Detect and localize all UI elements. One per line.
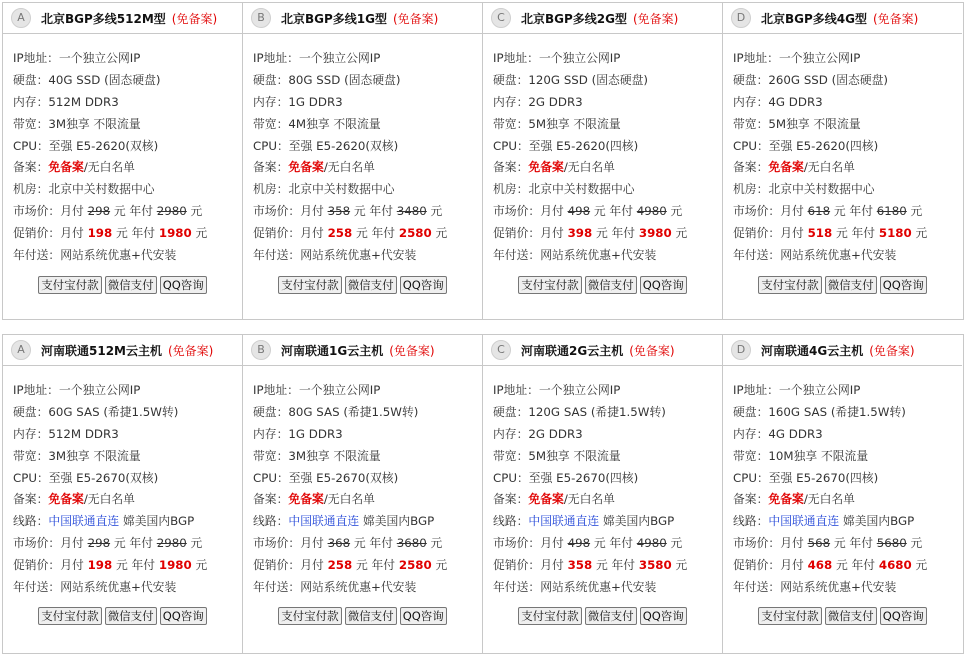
bandwidth-row: 带宽：3M独享 不限流量 [13, 116, 141, 131]
plan-badge: A [11, 340, 31, 360]
bandwidth-row: 带宽：10M独享 不限流量 [733, 448, 869, 463]
bandwidth-row: 带宽：4M独享 不限流量 [253, 116, 381, 131]
promo-price-row: 促销价：月付 198 元 年付 1980 元 [13, 558, 208, 573]
alipay-button[interactable]: 支付宝付款 [518, 276, 582, 294]
plan-header [483, 3, 722, 34]
memory-row: 内存：1G DDR3 [253, 94, 343, 109]
wechat-pay-button[interactable]: 微信支付 [585, 607, 637, 625]
cpu-row: CPU：至强 E5-2620(双核) [253, 138, 399, 153]
qq-consult-button[interactable]: QQ咨询 [400, 276, 447, 294]
plan-header [483, 335, 722, 366]
disk-row: 硬盘：80G SAS (希捷1.5W转) [253, 404, 419, 419]
unicom-direct-link[interactable]: 中国联通直连 [288, 514, 360, 529]
market-price-row: 市场价：月付 298 元 年付 2980 元 [13, 204, 203, 219]
plan-title: 北京BGP多线4G型 (免备案) [761, 12, 919, 26]
plan-badge: C [491, 8, 511, 28]
filing-row: 备案：免备案/无白名单 [253, 160, 375, 175]
memory-row: 内存：512M DDR3 [13, 94, 119, 109]
promo-price-row: 促销价：月付 258 元 年付 2580 元 [253, 226, 448, 241]
plan-header [723, 3, 962, 34]
market-price-row: 市场价：月付 368 元 年付 3680 元 [253, 536, 443, 551]
plan-card [723, 335, 962, 653]
promo-price-row: 促销价：月付 198 元 年付 1980 元 [13, 226, 208, 241]
plan-header [723, 335, 962, 366]
bandwidth-row: 带宽：5M独享 不限流量 [493, 116, 621, 131]
promo-price-row: 促销价：月付 358 元 年付 3580 元 [493, 558, 688, 573]
plan-card [243, 335, 483, 653]
memory-row: 内存：2G DDR3 [493, 426, 583, 441]
line-row: 线路：中国联通直连 嫦美国内BGP [13, 514, 195, 529]
market-price-row: 市场价：月付 618 元 年付 6180 元 [733, 204, 923, 219]
yearly-gift-row: 年付送：网站系统优惠+代安装 [493, 248, 657, 263]
plan-header [3, 335, 242, 366]
qq-consult-button[interactable]: QQ咨询 [400, 607, 447, 625]
alipay-button[interactable]: 支付宝付款 [278, 276, 342, 294]
wechat-pay-button[interactable]: 微信支付 [105, 607, 157, 625]
plan-card [723, 3, 962, 319]
plan-card [3, 335, 243, 653]
ip-row: IP地址：一个独立公网IP [253, 383, 381, 397]
plan-card [483, 335, 723, 653]
disk-row: 硬盘：160G SAS (希捷1.5W转) [733, 404, 906, 419]
free-filing-note: (免备案) [633, 12, 679, 26]
plan-header [243, 3, 482, 34]
plan-card [243, 3, 483, 319]
yearly-gift-row: 年付送：网站系统优惠+代安装 [733, 580, 897, 595]
cpu-row: CPU：至强 E5-2670(四核) [733, 470, 879, 485]
wechat-pay-button[interactable]: 微信支付 [345, 607, 397, 625]
plan-title: 北京BGP多线1G型 (免备案) [281, 12, 439, 26]
free-filing-note: (免备案) [168, 344, 214, 358]
datacenter-row: 机房：北京中关村数据中心 [13, 182, 155, 197]
unicom-direct-link[interactable]: 中国联通直连 [768, 514, 840, 529]
plan-badge: A [11, 8, 31, 28]
alipay-button[interactable]: 支付宝付款 [278, 607, 342, 625]
filing-row: 备案：免备案/无白名单 [493, 492, 615, 507]
free-filing-note: (免备案) [393, 12, 439, 26]
plan-card [483, 3, 723, 319]
plan-badge: D [731, 340, 751, 360]
ip-row: IP地址：一个独立公网IP [733, 51, 861, 65]
bandwidth-row: 带宽：3M独享 不限流量 [253, 448, 381, 463]
memory-row: 内存：4G DDR3 [733, 426, 823, 441]
bandwidth-row: 带宽：5M独享 不限流量 [493, 448, 621, 463]
plan-title: 北京BGP多线512M型 (免备案) [41, 12, 218, 26]
free-filing-note: (免备案) [389, 344, 435, 358]
line-row: 线路：中国联通直连 嫦美国内BGP [253, 514, 435, 529]
alipay-button[interactable]: 支付宝付款 [758, 276, 822, 294]
plan-title: 河南联通512M云主机 (免备案) [41, 344, 214, 358]
filing-row: 备案：免备案/无白名单 [493, 160, 615, 175]
disk-row: 硬盘：80G SSD (固态硬盘) [253, 72, 401, 87]
market-price-row: 市场价：月付 498 元 年付 4980 元 [493, 204, 683, 219]
filing-row: 备案：免备案/无白名单 [13, 160, 135, 175]
filing-row: 备案：免备案/无白名单 [253, 492, 375, 507]
cpu-row: CPU：至强 E5-2620(四核) [493, 138, 639, 153]
qq-consult-button[interactable]: QQ咨询 [160, 276, 207, 294]
disk-row: 硬盘：120G SAS (希捷1.5W转) [493, 404, 666, 419]
ip-row: IP地址：一个独立公网IP [733, 383, 861, 397]
free-filing-note: (免备案) [869, 344, 915, 358]
unicom-direct-link[interactable]: 中国联通直连 [528, 514, 600, 529]
wechat-pay-button[interactable]: 微信支付 [345, 276, 397, 294]
promo-price-row: 促销价：月付 518 元 年付 5180 元 [733, 226, 928, 241]
market-price-row: 市场价：月付 358 元 年付 3480 元 [253, 204, 443, 219]
free-filing-note: (免备案) [873, 12, 919, 26]
disk-row: 硬盘：260G SSD (固态硬盘) [733, 72, 889, 87]
memory-row: 内存：4G DDR3 [733, 94, 823, 109]
plan-badge: B [251, 340, 271, 360]
qq-consult-button[interactable]: QQ咨询 [880, 607, 927, 625]
ip-row: IP地址：一个独立公网IP [13, 51, 141, 65]
plan-title: 河南联通4G云主机 (免备案) [761, 344, 915, 358]
memory-row: 内存：2G DDR3 [493, 94, 583, 109]
plan-header [243, 335, 482, 366]
plan-header [3, 3, 242, 34]
cpu-row: CPU：至强 E5-2620(双核) [13, 138, 159, 153]
promo-price-row: 促销价：月付 398 元 年付 3980 元 [493, 226, 688, 241]
market-price-row: 市场价：月付 568 元 年付 5680 元 [733, 536, 923, 551]
wechat-pay-button[interactable]: 微信支付 [825, 276, 877, 294]
ip-row: IP地址：一个独立公网IP [493, 51, 621, 65]
memory-row: 内存：1G DDR3 [253, 426, 343, 441]
cpu-row: CPU：至强 E5-2670(四核) [493, 470, 639, 485]
alipay-button[interactable]: 支付宝付款 [38, 607, 102, 625]
plan-card [3, 3, 243, 319]
plan-title: 河南联通2G云主机 (免备案) [521, 344, 675, 358]
disk-row: 硬盘：60G SAS (希捷1.5W转) [13, 404, 179, 419]
memory-row: 内存：512M DDR3 [13, 426, 119, 441]
datacenter-row: 机房：北京中关村数据中心 [493, 182, 635, 197]
alipay-button[interactable]: 支付宝付款 [518, 607, 582, 625]
yearly-gift-row: 年付送：网站系统优惠+代安装 [493, 580, 657, 595]
yearly-gift-row: 年付送：网站系统优惠+代安装 [13, 580, 177, 595]
beijing-bgp-section [2, 2, 964, 320]
disk-row: 硬盘：40G SSD (固态硬盘) [13, 72, 161, 87]
market-price-row: 市场价：月付 498 元 年付 4980 元 [493, 536, 683, 551]
bandwidth-row: 带宽：3M独享 不限流量 [13, 448, 141, 463]
datacenter-row: 机房：北京中关村数据中心 [253, 182, 395, 197]
qq-consult-button[interactable]: QQ咨询 [880, 276, 927, 294]
plan-title: 河南联通1G云主机 (免备案) [281, 344, 435, 358]
market-price-row: 市场价：月付 298 元 年付 2980 元 [13, 536, 203, 551]
plan-badge: C [491, 340, 511, 360]
yearly-gift-row: 年付送：网站系统优惠+代安装 [253, 248, 417, 263]
ip-row: IP地址：一个独立公网IP [13, 383, 141, 397]
promo-price-row: 促销价：月付 468 元 年付 4680 元 [733, 558, 928, 573]
bandwidth-row: 带宽：5M独享 不限流量 [733, 116, 861, 131]
line-row: 线路：中国联通直连 嫦美国内BGP [733, 514, 915, 529]
ip-row: IP地址：一个独立公网IP [253, 51, 381, 65]
disk-row: 硬盘：120G SSD (固态硬盘) [493, 72, 649, 87]
qq-consult-button[interactable]: QQ咨询 [640, 276, 687, 294]
cpu-row: CPU：至强 E5-2620(四核) [733, 138, 879, 153]
free-filing-note: (免备案) [629, 344, 675, 358]
free-filing-note: (免备案) [171, 12, 218, 26]
wechat-pay-button[interactable]: 微信支付 [825, 607, 877, 625]
wechat-pay-button[interactable]: 微信支付 [585, 276, 637, 294]
wechat-pay-button[interactable]: 微信支付 [105, 276, 157, 294]
alipay-button[interactable]: 支付宝付款 [38, 276, 102, 294]
ip-row: IP地址：一个独立公网IP [493, 383, 621, 397]
alipay-button[interactable]: 支付宝付款 [758, 607, 822, 625]
qq-consult-button[interactable]: QQ咨询 [640, 607, 687, 625]
cpu-row: CPU：至强 E5-2670(双核) [253, 470, 399, 485]
yearly-gift-row: 年付送：网站系统优惠+代安装 [13, 248, 177, 263]
filing-row: 备案：免备案/无白名单 [733, 492, 855, 507]
plan-title: 北京BGP多线2G型 (免备案) [521, 12, 679, 26]
line-row: 线路：中国联通直连 嫦美国内BGP [493, 514, 675, 529]
promo-price-row: 促销价：月付 258 元 年付 2580 元 [253, 558, 448, 573]
plan-badge: D [731, 8, 751, 28]
filing-row: 备案：免备案/无白名单 [733, 160, 855, 175]
cpu-row: CPU：至强 E5-2670(双核) [13, 470, 159, 485]
qq-consult-button[interactable]: QQ咨询 [160, 607, 207, 625]
yearly-gift-row: 年付送：网站系统优惠+代安装 [253, 580, 417, 595]
henan-unicom-section [2, 334, 964, 654]
plan-badge: B [251, 8, 271, 28]
filing-row: 备案：免备案/无白名单 [13, 492, 135, 507]
yearly-gift-row: 年付送：网站系统优惠+代安装 [733, 248, 897, 263]
unicom-direct-link[interactable]: 中国联通直连 [48, 514, 120, 529]
datacenter-row: 机房：北京中关村数据中心 [733, 182, 875, 197]
